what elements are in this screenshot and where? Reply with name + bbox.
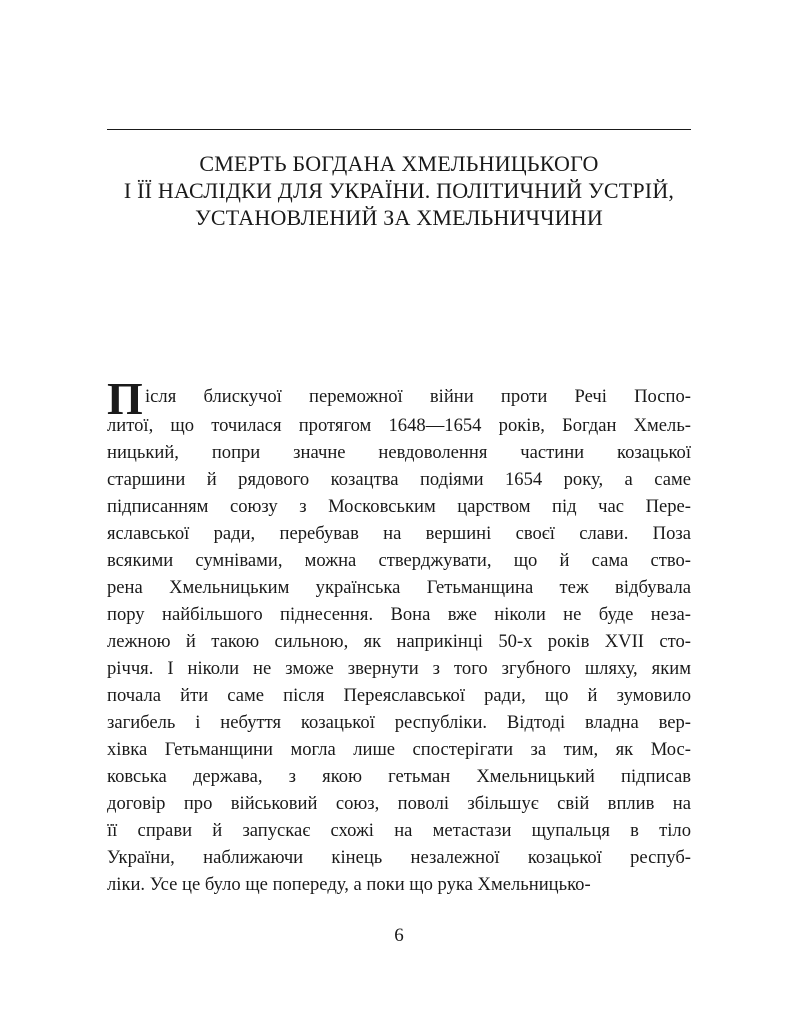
text-line: лежною й такою сильною, як наприкінці 50-х років XVII сто-	[107, 631, 691, 652]
text-line: ліки. Усе це було ще попереду, а поки що рука Хмельницько-	[107, 874, 591, 895]
text-line: договір про військовий союз, поволі збільшує свій вплив на	[107, 793, 691, 814]
text-line: річчя. І ніколи не зможе звернути з того згубного шляху, яким	[107, 658, 691, 679]
text-line: почала йти саме після Переяславської ради, що й зумовило	[107, 685, 691, 706]
text-line: загибель і небуття козацької республіки. Відтоді владна вер-	[107, 712, 691, 733]
header-rule	[107, 129, 691, 130]
page-number: 6	[394, 925, 404, 946]
text-line: всякими сумнівами, можна стверджувати, що й сама ство-	[107, 550, 691, 571]
text-line: яславської ради, перебував на вершині своєї слави. Поза	[107, 523, 691, 544]
drop-cap: П	[107, 373, 143, 424]
chapter-title-line: І ЇЇ НАСЛІДКИ ДЛЯ УКРАЇНИ. ПОЛІТИЧНИЙ УСТРІЙ,	[123, 178, 675, 203]
text-line-first	[107, 373, 691, 424]
chapter-title-line: УСТАНОВЛЕНИЙ ЗА ХМЕЛЬНИЧЧИНИ	[195, 205, 603, 230]
chapter-title	[107, 150, 691, 231]
text-line: рена Хмельницьким українська Гетьманщина теж відбувала	[107, 577, 691, 598]
chapter-title-line: СМЕРТЬ БОГДАНА ХМЕЛЬНИЦЬКОГО	[199, 151, 599, 176]
text-line: ісля блискучої переможної війни проти Речі Поспо-	[145, 386, 691, 407]
text-line: ницький, попри значне невдоволення частини козацької	[107, 442, 691, 463]
text-line: підписанням союзу з Московським царством під час Пере-	[107, 496, 691, 517]
text-line: старшини й рядового козацтва подіями 1654 року, а саме	[107, 469, 691, 490]
text-line: її справи й запускає схожі на метастази щупальця в тіло	[107, 820, 691, 841]
text-line: литої, що точилася протягом 1648—1654 років, Богдан Хмель-	[107, 415, 691, 436]
text-line: пору найбільшого піднесення. Вона вже ніколи не буде неза-	[107, 604, 691, 625]
body-paragraph	[107, 373, 691, 898]
text-line: ковська держава, з якою гетьман Хмельницький підписав	[107, 766, 691, 787]
text-line: хівка Гетьманщини могла лише спостерігати за тим, як Мос-	[107, 739, 691, 760]
text-line: України, наближаючи кінець незалежної козацької респуб-	[107, 847, 691, 868]
